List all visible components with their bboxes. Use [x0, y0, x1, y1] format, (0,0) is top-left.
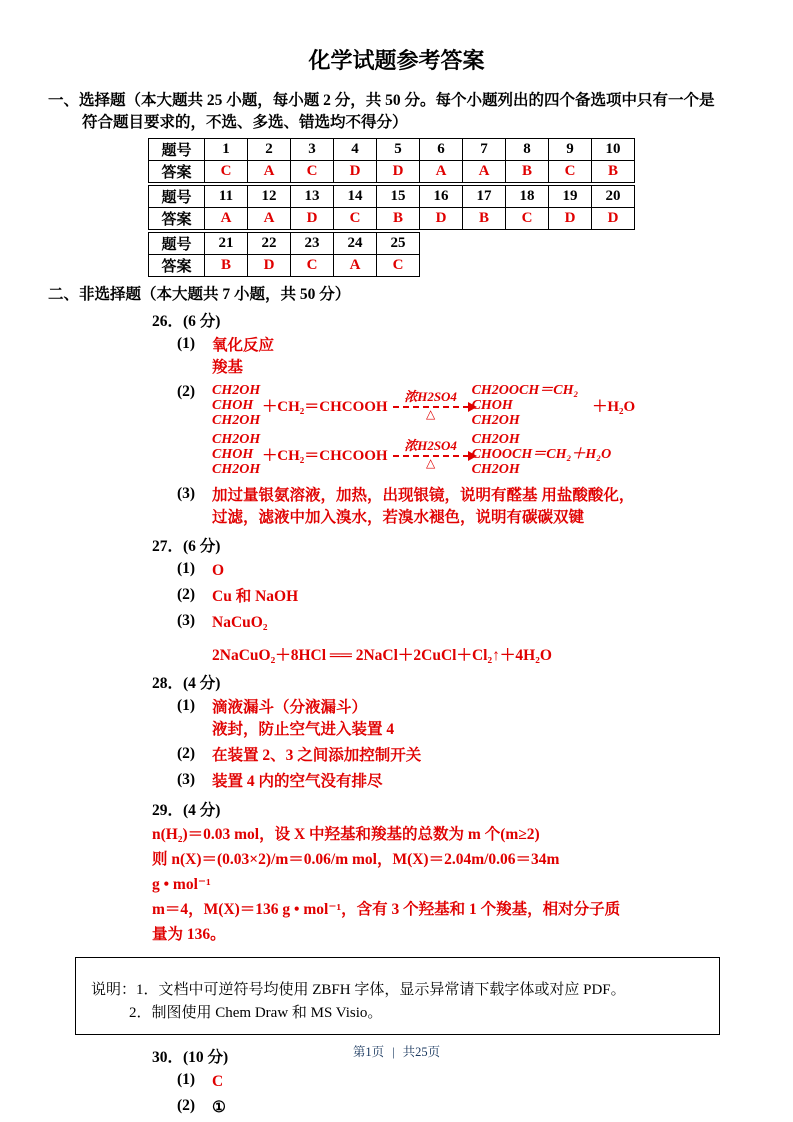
answer-header: 答案: [149, 208, 205, 230]
formula-line: CH2OH: [212, 383, 261, 398]
q29-line2: 则 n(X)＝(0.03×2)/m＝0.06/m mol，M(X)＝2.04m/0.06＝34m: [152, 851, 560, 868]
answer-cell: C: [377, 255, 420, 277]
formula-line: CHOH: [212, 447, 254, 462]
formula-line: CH2OH: [212, 462, 261, 477]
q26-item-2-label: (2): [177, 383, 196, 400]
answer-cell: D: [549, 208, 592, 230]
question-number-cell: 25: [377, 233, 420, 255]
section1-heading-line1: 一、选择题（本大题共 25 小题，每小题 2 分，共 50 分。每个小题列出的四个备选项中只有一个是: [48, 92, 715, 109]
answer-cell: C: [205, 161, 248, 183]
q28-item-1-line2: 液封，防止空气进入装置 4: [212, 721, 395, 738]
answer-cell: A: [248, 161, 291, 183]
question-26-number: 26．(6 分): [152, 313, 221, 330]
q29-line4: m＝4，M(X)＝136 g • mol⁻¹，含有 3 个羟基和 1 个羧基，相对分子质: [152, 901, 621, 918]
answer-cell: B: [463, 208, 506, 230]
q27-item-1: [152, 560, 793, 582]
q27-item-2-label: (2): [177, 586, 196, 603]
question-number-cell: 18: [506, 186, 549, 208]
arrow-line: [393, 455, 469, 457]
q30-item-2-answer: ①: [212, 1099, 226, 1116]
answer-cell: C: [334, 208, 377, 230]
section1-heading-line2: 符合题目要求的，不选、多选、错选均不得分）: [82, 114, 408, 131]
question-number-header: 题号: [149, 233, 205, 255]
answer-table-area: [148, 138, 793, 277]
ester-product-structure: [472, 432, 612, 477]
q26-item-1-answer: [212, 335, 274, 379]
answer-cell: D: [248, 255, 291, 277]
q27-item-3-label: (3): [177, 612, 196, 629]
q27-ionic-equation: 2NaCuO₂＋8HCl ══ 2NaCl＋2CuCl＋Cl₂↑＋4H₂O: [212, 647, 552, 664]
answer-cell: D: [334, 161, 377, 183]
question-number-cell: 12: [248, 186, 291, 208]
section2-heading: 二、非选择题（本大题共 7 小题，共 50 分）: [48, 286, 351, 303]
answer-cell: B: [377, 208, 420, 230]
question-28: [152, 671, 793, 793]
question-number-cell: 13: [291, 186, 334, 208]
question-number-cell: 2: [248, 139, 291, 161]
question-number-cell: 11: [205, 186, 248, 208]
q26-item-3: [152, 485, 793, 529]
question-number-cell: 15: [377, 186, 420, 208]
answer-table-group-3: [148, 232, 420, 277]
question-number-cell: 1: [205, 139, 248, 161]
question-number-cell: 10: [592, 139, 635, 161]
question-number-cell: 21: [205, 233, 248, 255]
q26-item-3-answer: [212, 485, 634, 529]
question-number-cell: 8: [506, 139, 549, 161]
answer-cell: B: [205, 255, 248, 277]
q26-item-3-line1: 加过量银氨溶液，加热，出现银镜，说明有醛基 用盐酸酸化，: [212, 487, 635, 504]
question-number-header: 题号: [149, 186, 205, 208]
q30-item-2: [152, 1097, 793, 1119]
q26-item-1: [152, 335, 793, 379]
formula-line: CH2OH: [471, 462, 520, 477]
arrow-condition-bottom: △: [425, 456, 436, 470]
page-footer: [0, 1042, 793, 1060]
formula-line: CH2OOCH＝CH₂: [471, 383, 579, 398]
q29-solution-text: [152, 822, 744, 947]
q26-item-1-line2: 羧基: [212, 359, 244, 376]
answer-cell: C: [549, 161, 592, 183]
answer-cell: A: [334, 255, 377, 277]
arrow-condition-top: 浓H2SO4: [404, 438, 457, 453]
question-number-cell: 5: [377, 139, 420, 161]
formula-line: CH2OH: [471, 432, 520, 447]
answer-cell: C: [506, 208, 549, 230]
question-29-number: 29．(4 分): [152, 802, 221, 819]
question-number-cell: 14: [334, 186, 377, 208]
acrylic-acid-reagent: ＋CH₂＝CHCOOH: [262, 399, 388, 415]
question-number-cell: 19: [549, 186, 592, 208]
answer-table-group-1: [148, 138, 635, 183]
q30-item-1-label: (1): [177, 1071, 196, 1088]
answer-header: 答案: [149, 161, 205, 183]
q26-item-1-label: (1): [177, 335, 196, 352]
formula-line: CH2OH: [471, 413, 520, 428]
reaction-equation-2: [212, 432, 637, 477]
q26-item-3-line2: 过滤，滤液中加入溴水，若溴水褪色，说明有碳碳双键: [212, 509, 585, 526]
q30-item-1: [152, 1071, 793, 1093]
page-title: 化学试题参考答案: [308, 48, 485, 73]
reaction-arrow: [393, 390, 469, 421]
q28-item-2: [152, 745, 793, 767]
q27-item-1-label: (1): [177, 560, 196, 577]
q26-item-1-line1: 氧化反应: [212, 337, 275, 354]
arrow-condition-top: 浓H2SO4: [404, 389, 457, 404]
question-29: [152, 798, 793, 820]
question-number-cell: 23: [291, 233, 334, 255]
q29-line1: n(H₂)＝0.03 mol，设 X 中羟基和羧基的总数为 m 个(m≥2): [152, 826, 540, 843]
question-27: [152, 534, 793, 665]
question-number-cell: 7: [463, 139, 506, 161]
answer-cell: A: [420, 161, 463, 183]
q27-item-3-answer: NaCuO₂: [212, 614, 268, 631]
question-number-cell: 17: [463, 186, 506, 208]
note-line1: 说明：1．文档中可逆符号均使用 ZBFH 字体，显示异常请下载字体或对应 PDF。: [91, 982, 626, 998]
q28-item-1-label: (1): [177, 697, 196, 714]
question-number-cell: 6: [420, 139, 463, 161]
answer-cell: B: [592, 161, 635, 183]
q30-item-2-label: (2): [177, 1097, 196, 1114]
glycerol-structure: [212, 383, 260, 428]
answer-cell: D: [420, 208, 463, 230]
note-line2: 2．制图使用 Chem Draw 和 MS Visio。: [129, 1005, 383, 1021]
answer-cell: B: [506, 161, 549, 183]
note-box: [75, 957, 720, 1035]
q28-item-2-label: (2): [177, 745, 196, 762]
arrow-line: [393, 406, 469, 408]
footer-total-pages: 共25页: [402, 1045, 441, 1059]
reaction-equation-1: [212, 383, 637, 428]
q28-item-3-label: (3): [177, 771, 196, 788]
question-30-number: 30．(10 分): [152, 1049, 229, 1066]
question-26: [152, 309, 793, 529]
question-number-cell: 4: [334, 139, 377, 161]
arrow-condition-bottom: △: [425, 407, 436, 421]
q26-equations: [212, 383, 637, 481]
question-number-cell: 22: [248, 233, 291, 255]
answer-cell: A: [463, 161, 506, 183]
q28-item-3-answer: 装置 4 内的空气没有排尽: [212, 773, 383, 790]
q28-item-1: [152, 697, 793, 741]
q28-item-2-answer: 在装置 2、3 之间添加控制开关: [212, 747, 422, 764]
question-number-header: 题号: [149, 139, 205, 161]
answer-header: 答案: [149, 255, 205, 277]
question-number-cell: 9: [549, 139, 592, 161]
question-number-cell: 24: [334, 233, 377, 255]
q28-item-3: [152, 771, 793, 793]
answer-cell: A: [248, 208, 291, 230]
q29-line3: g • mol⁻¹: [152, 876, 211, 893]
q28-item-1-answer: [212, 697, 394, 741]
q29-line5: 量为 136。: [152, 926, 226, 943]
q26-item-2: [152, 383, 793, 481]
question-27-number: 27．(6 分): [152, 538, 221, 555]
answer-cell: A: [205, 208, 248, 230]
question-number-cell: 3: [291, 139, 334, 161]
q27-item-3: [152, 612, 793, 634]
footer-separator: |: [392, 1045, 395, 1059]
question-number-cell: 20: [592, 186, 635, 208]
q30-item-1-answer: C: [212, 1073, 224, 1090]
reaction-arrow: [393, 439, 469, 470]
q26-item-3-label: (3): [177, 485, 196, 502]
answer-table-group-2: [148, 185, 635, 230]
answer-cell: D: [592, 208, 635, 230]
formula-line: CH2OH: [212, 432, 261, 447]
ester-product-structure: [472, 383, 579, 428]
question-number-cell: 16: [420, 186, 463, 208]
glycerol-structure: [212, 432, 260, 477]
answer-cell: D: [377, 161, 420, 183]
q27-item-2: [152, 586, 793, 608]
formula-line: CHOOCH＝CH₂＋H₂O: [471, 447, 612, 462]
section1-heading: [48, 90, 743, 134]
question-28-number: 28．(4 分): [152, 675, 221, 692]
q27-item-2-answer: Cu 和 NaOH: [212, 588, 299, 605]
formula-line: CHOH: [212, 398, 254, 413]
answer-cell: C: [291, 255, 334, 277]
q27-item-1-answer: O: [212, 562, 225, 579]
q28-item-1-line1: 滴液漏斗（分液漏斗）: [212, 699, 368, 716]
acrylic-acid-reagent: ＋CH₂＝CHCOOH: [262, 448, 388, 464]
answer-cell: C: [291, 161, 334, 183]
formula-line: CH2OH: [212, 413, 261, 428]
formula-line: CHOH: [471, 398, 513, 413]
answer-cell: D: [291, 208, 334, 230]
water-byproduct: ＋H₂O: [592, 399, 636, 415]
footer-current-page: 第1页: [352, 1045, 385, 1059]
